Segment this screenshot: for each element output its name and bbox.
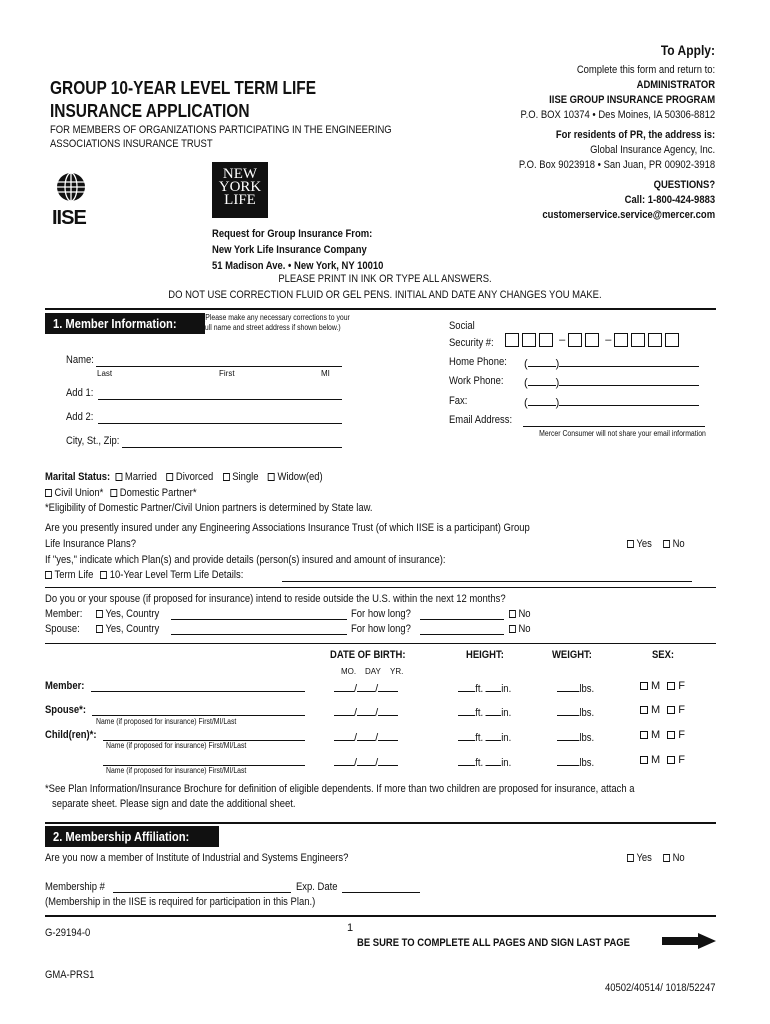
insured-yes-checkbox[interactable] [627,540,634,548]
member-reside-label: Member: [45,608,83,620]
email-label: Email Address: [449,414,513,426]
m-label: M [651,704,661,716]
membership-no-checkbox[interactable] [663,854,670,862]
page-number: 1 [347,922,354,934]
city-field[interactable] [122,435,342,448]
member-name-field[interactable] [91,680,305,692]
eligibility-note: *Eligibility of Domestic Partner/Civil Union partners is determined by State law. [45,502,373,514]
yr-label: YR. [390,667,404,676]
child2-name-hint: Name (if proposed for insurance) First/MI/Last [106,766,247,775]
member-country-field[interactable] [171,608,347,620]
member-how-long-field[interactable] [420,608,504,620]
spouse-no-label: No [518,623,531,635]
details-label: Details: [211,569,244,581]
questions-heading: QUESTIONS? [653,179,715,191]
iise-logo-text: IISE [52,207,86,229]
in-unit: in. [501,732,512,744]
membership-number-field[interactable] [113,881,291,893]
apply-heading: To Apply: [660,42,715,58]
child2-weight-field[interactable] [557,754,594,769]
new-york-life-logo [212,162,268,218]
f-label: F [678,729,685,741]
spouse-height-field[interactable] [458,704,511,719]
child2-name-field[interactable] [103,754,305,766]
membership-no-label: No [672,852,685,864]
apply-line2: ADMINISTRATOR [636,79,715,91]
child1-weight-field[interactable] [557,729,594,744]
membership-yes-checkbox[interactable] [627,854,634,862]
lbs-unit: lbs. [579,707,595,719]
widowed-checkbox[interactable] [268,473,275,481]
in-unit: in. [501,707,512,719]
level-term-label: 10-Year Level Term Life [109,569,210,581]
weight-header: WEIGHT: [552,649,592,661]
member-reside-row [96,608,159,620]
exp-date-field[interactable] [342,881,420,893]
section1-heading: 1. Member Information: [53,316,177,331]
section1-header [45,313,205,334]
request-block [212,226,411,274]
divider [45,587,716,588]
ft-unit: ft. [475,707,484,719]
child2-female-checkbox[interactable] [667,756,675,764]
domestic-partner-checkbox[interactable] [110,489,117,497]
apply-line1: Complete this form and return to: [576,64,715,76]
plan-note-line2: separate sheet. Please sign and date the additional sheet. [52,798,296,810]
instructions-text2: DO NOT USE CORRECTION FLUID OR GEL PENS. INITIAL AND DATE ANY CHANGES YOU MAKE. [168,289,602,301]
spouse-yes-checkbox[interactable] [96,625,103,633]
day-label: DAY [365,667,381,676]
member-details-row: / / [334,680,714,695]
gma-code: GMA-PRS1 [45,969,95,981]
work-phone-field[interactable]: ( ) [524,375,699,389]
spouse-sex-row [640,704,685,716]
pr-heading: For residents of PR, the address is: [555,129,715,141]
domestic-partner-label: Domestic Partner* [119,487,197,499]
home-phone-field[interactable]: ( ) [524,356,699,370]
divorced-checkbox[interactable] [166,473,173,481]
child1-female-checkbox[interactable] [667,731,675,739]
m-label: M [651,680,661,692]
ssn-label2: Security #: [449,337,494,349]
lbs-unit: lbs. [579,732,595,744]
ssn-box[interactable] [665,333,679,347]
insured-no-checkbox[interactable] [663,540,670,548]
member-weight-field[interactable] [557,680,594,695]
ssn-box[interactable] [631,333,645,347]
lbs-unit: lbs. [579,757,595,769]
plan-note-line1: *See Plan Information/Insurance Brochure for definition of eligible dependents. If more than two children are proposed for insurance, attach a [45,783,635,795]
term-life-label: Term Life [54,569,94,581]
m-label: M [651,754,661,766]
spouse-female-checkbox[interactable] [667,706,675,714]
ssn-box[interactable] [568,333,582,347]
member-height-field[interactable] [458,680,511,695]
add2-label: Add 2: [66,411,94,423]
instructions-line2 [0,289,770,301]
child2-dob-field[interactable]: / / [334,754,398,769]
pr-line2: P.O. Box 9023918 • San Juan, PR 00902-3918 [518,159,715,171]
spouse-no-checkbox[interactable] [509,625,516,633]
insured-question-line1: Are you presently insured under any Engineering Associations Insurance Trust (of which IISE is a participant) Group [45,522,530,534]
name-label: Name: [66,354,94,366]
membership-number-label: Membership # [45,881,105,893]
section1-note1: (Please make any necessary corrections to your [203,313,350,322]
add1-field[interactable] [98,387,342,400]
iise-logo [52,172,90,230]
civil-union-checkbox[interactable] [45,489,52,497]
child1-sex-row [640,729,685,741]
insured-yes-no [627,538,685,550]
fax-field[interactable]: ( ) [524,395,699,409]
work-phone-label: Work Phone: [449,375,504,387]
mo-label: MO. [341,667,357,676]
mi-label: MI [321,369,330,378]
dob-header: DATE OF BIRTH: [330,649,406,661]
member-row-label: Member: [45,680,85,692]
child1-male-checkbox[interactable] [640,731,648,739]
widowed-label: Widow(ed) [277,471,323,483]
in-unit: in. [501,757,512,769]
details-field[interactable] [282,570,692,582]
reside-question: Do you or your spouse (if proposed for insurance) intend to reside outside the U.S. within the next 12 months? [45,593,506,605]
child2-sex-row [640,754,685,766]
section2-heading: 2. Membership Affiliation: [53,829,190,844]
call-number: Call: 1-800-424-9883 [624,194,715,206]
email-field[interactable] [523,414,705,427]
spouse-weight-field[interactable] [557,704,594,719]
instructions-text1: PLEASE PRINT IN INK OR TYPE ALL ANSWERS. [278,273,492,285]
spouse-row-label: Spouse*: [45,704,87,716]
first-label: First [219,369,235,378]
ssn-box[interactable] [585,333,599,347]
ssn-box[interactable] [539,333,553,347]
arrow-right-icon [662,933,716,949]
level-term-checkbox[interactable] [100,571,107,579]
membership-yes-label: Yes [636,852,652,864]
marital-label: Marital Status: [45,471,111,483]
child1-height-field[interactable] [458,729,511,744]
single-checkbox[interactable] [223,473,230,481]
name-field[interactable] [96,354,342,367]
apply-block [652,43,715,58]
form-number: G-29194-0 [45,927,91,939]
city-label: City, St., Zip: [66,435,120,447]
in-unit: in. [501,683,512,695]
spouse-no-row [509,623,531,635]
form-title-line2: INSURANCE APPLICATION [50,101,250,121]
member-yes-checkbox[interactable] [96,610,103,618]
request-line3: 51 Madison Ave. • New York, NY 10010 [212,260,384,272]
member-male-checkbox[interactable] [640,682,648,690]
email-note: Mercer Consumer will not share your email information [539,429,706,438]
nyl-logo-line1: NEW [222,166,258,182]
spouse-how-long-label: For how long? [351,623,411,635]
last-label: Last [97,369,113,378]
divider [45,643,716,644]
section1-note [203,313,350,333]
child1-name-field[interactable] [103,729,305,741]
form-title-line1: GROUP 10-YEAR LEVEL TERM LIFE [50,78,317,98]
spouse-name-hint: Name (if proposed for insurance) First/MI/Last [96,717,237,726]
marital-row [45,471,323,483]
child2-male-checkbox[interactable] [640,756,648,764]
insured-no-label: No [672,538,685,550]
apply-line3: IISE GROUP INSURANCE PROGRAM [549,94,715,106]
section1-note2: full name and street address if shown below.) [203,323,341,332]
member-no-checkbox[interactable] [509,610,516,618]
subtitle-line2: ASSOCIATIONS INSURANCE TRUST [50,138,213,150]
member-female-checkbox[interactable] [667,682,675,690]
member-yes-label: Yes, Country [105,608,160,620]
married-label: Married [124,471,157,483]
ssn-boxes[interactable]: – – [505,333,682,347]
nyl-logo-line2: YORK [218,179,262,195]
section2-header [45,826,219,847]
spouse-how-long-field[interactable] [420,623,504,635]
spouse-yes-label: Yes, Country [105,623,160,635]
spouse-reside-label: Spouse: [45,623,80,635]
fax-label: Fax: [449,395,468,407]
divorced-label: Divorced [175,471,214,483]
ft-unit: ft. [475,683,484,695]
married-checkbox[interactable] [115,473,122,481]
child2-height-field[interactable] [458,754,511,769]
sex-header: SEX: [652,649,675,661]
globe-icon [52,172,90,202]
spouse-country-field[interactable] [171,623,347,635]
f-label: F [678,704,685,716]
add1-label: Add 1: [66,387,94,399]
single-label: Single [232,471,259,483]
member-how-long-label: For how long? [351,608,411,620]
contact-email: customerservice.service@mercer.com [542,209,715,221]
insured-question-line2: Life Insurance Plans? [45,538,136,550]
child1-name-hint: Name (if proposed for insurance) First/MI/Last [106,741,247,750]
f-label: F [678,680,685,692]
membership-note: (Membership in the IISE is required for participation in this Plan.) [45,896,316,908]
member-no-label: No [518,608,531,620]
apply-line4: P.O. BOX 10374 • Des Moines, IA 50306-8812 [520,109,715,121]
member-sex-row [640,680,685,692]
request-line2: New York Life Insurance Company [212,244,367,256]
height-header: HEIGHT: [466,649,504,661]
request-line1: Request for Group Insurance From: [212,228,373,240]
exp-date-label: Exp. Date [296,881,338,893]
f-label: F [678,754,685,766]
civil-union-label: Civil Union* [54,487,104,499]
complete-all-pages-note: BE SURE TO COMPLETE ALL PAGES AND SIGN LAST PAGE [357,937,630,949]
m-label: M [651,729,661,741]
member-no-row [509,608,531,620]
spouse-dob-field[interactable]: / / [334,704,398,719]
spouse-male-checkbox[interactable] [640,706,648,714]
marital-row2 [45,487,197,499]
child1-dob-field[interactable]: / / [334,729,398,744]
spouse-name-field[interactable] [92,704,305,716]
spouse-reside-row [96,623,159,635]
subtitle-line1: FOR MEMBERS OF ORGANIZATIONS PARTICIPATING IN THE ENGINEERING [50,124,392,136]
membership-question: Are you now a member of Institute of Industrial and Systems Engineers? [45,852,349,864]
ssn-box[interactable] [522,333,536,347]
term-life-checkbox[interactable] [45,571,52,579]
ssn-box[interactable] [505,333,519,347]
children-row-label: Child(ren)*: [45,729,97,741]
membership-yes-no [627,852,685,864]
divider [45,915,716,917]
if-yes-text: If "yes," indicate which Plan(s) and provide details (person(s) insured and amount of insurance): [45,554,446,566]
nyl-logo-line3: LIFE [224,192,256,208]
apply-address [487,63,715,223]
ssn-box[interactable] [648,333,662,347]
divider [45,308,716,310]
ft-unit: ft. [475,757,484,769]
ssn-label1: Social [449,320,475,332]
add2-field[interactable] [98,411,342,424]
lbs-unit: lbs. [579,683,595,695]
ssn-box[interactable] [614,333,628,347]
pr-line1: Global Insurance Agency, Inc. [590,144,715,156]
instructions-line1 [0,273,770,285]
divider [45,822,716,824]
home-phone-label: Home Phone: [449,356,507,368]
ft-unit: ft. [475,732,484,744]
document-code: 40502/40514/ 1018/52247 [604,982,715,994]
insured-yes-label: Yes [636,538,652,550]
